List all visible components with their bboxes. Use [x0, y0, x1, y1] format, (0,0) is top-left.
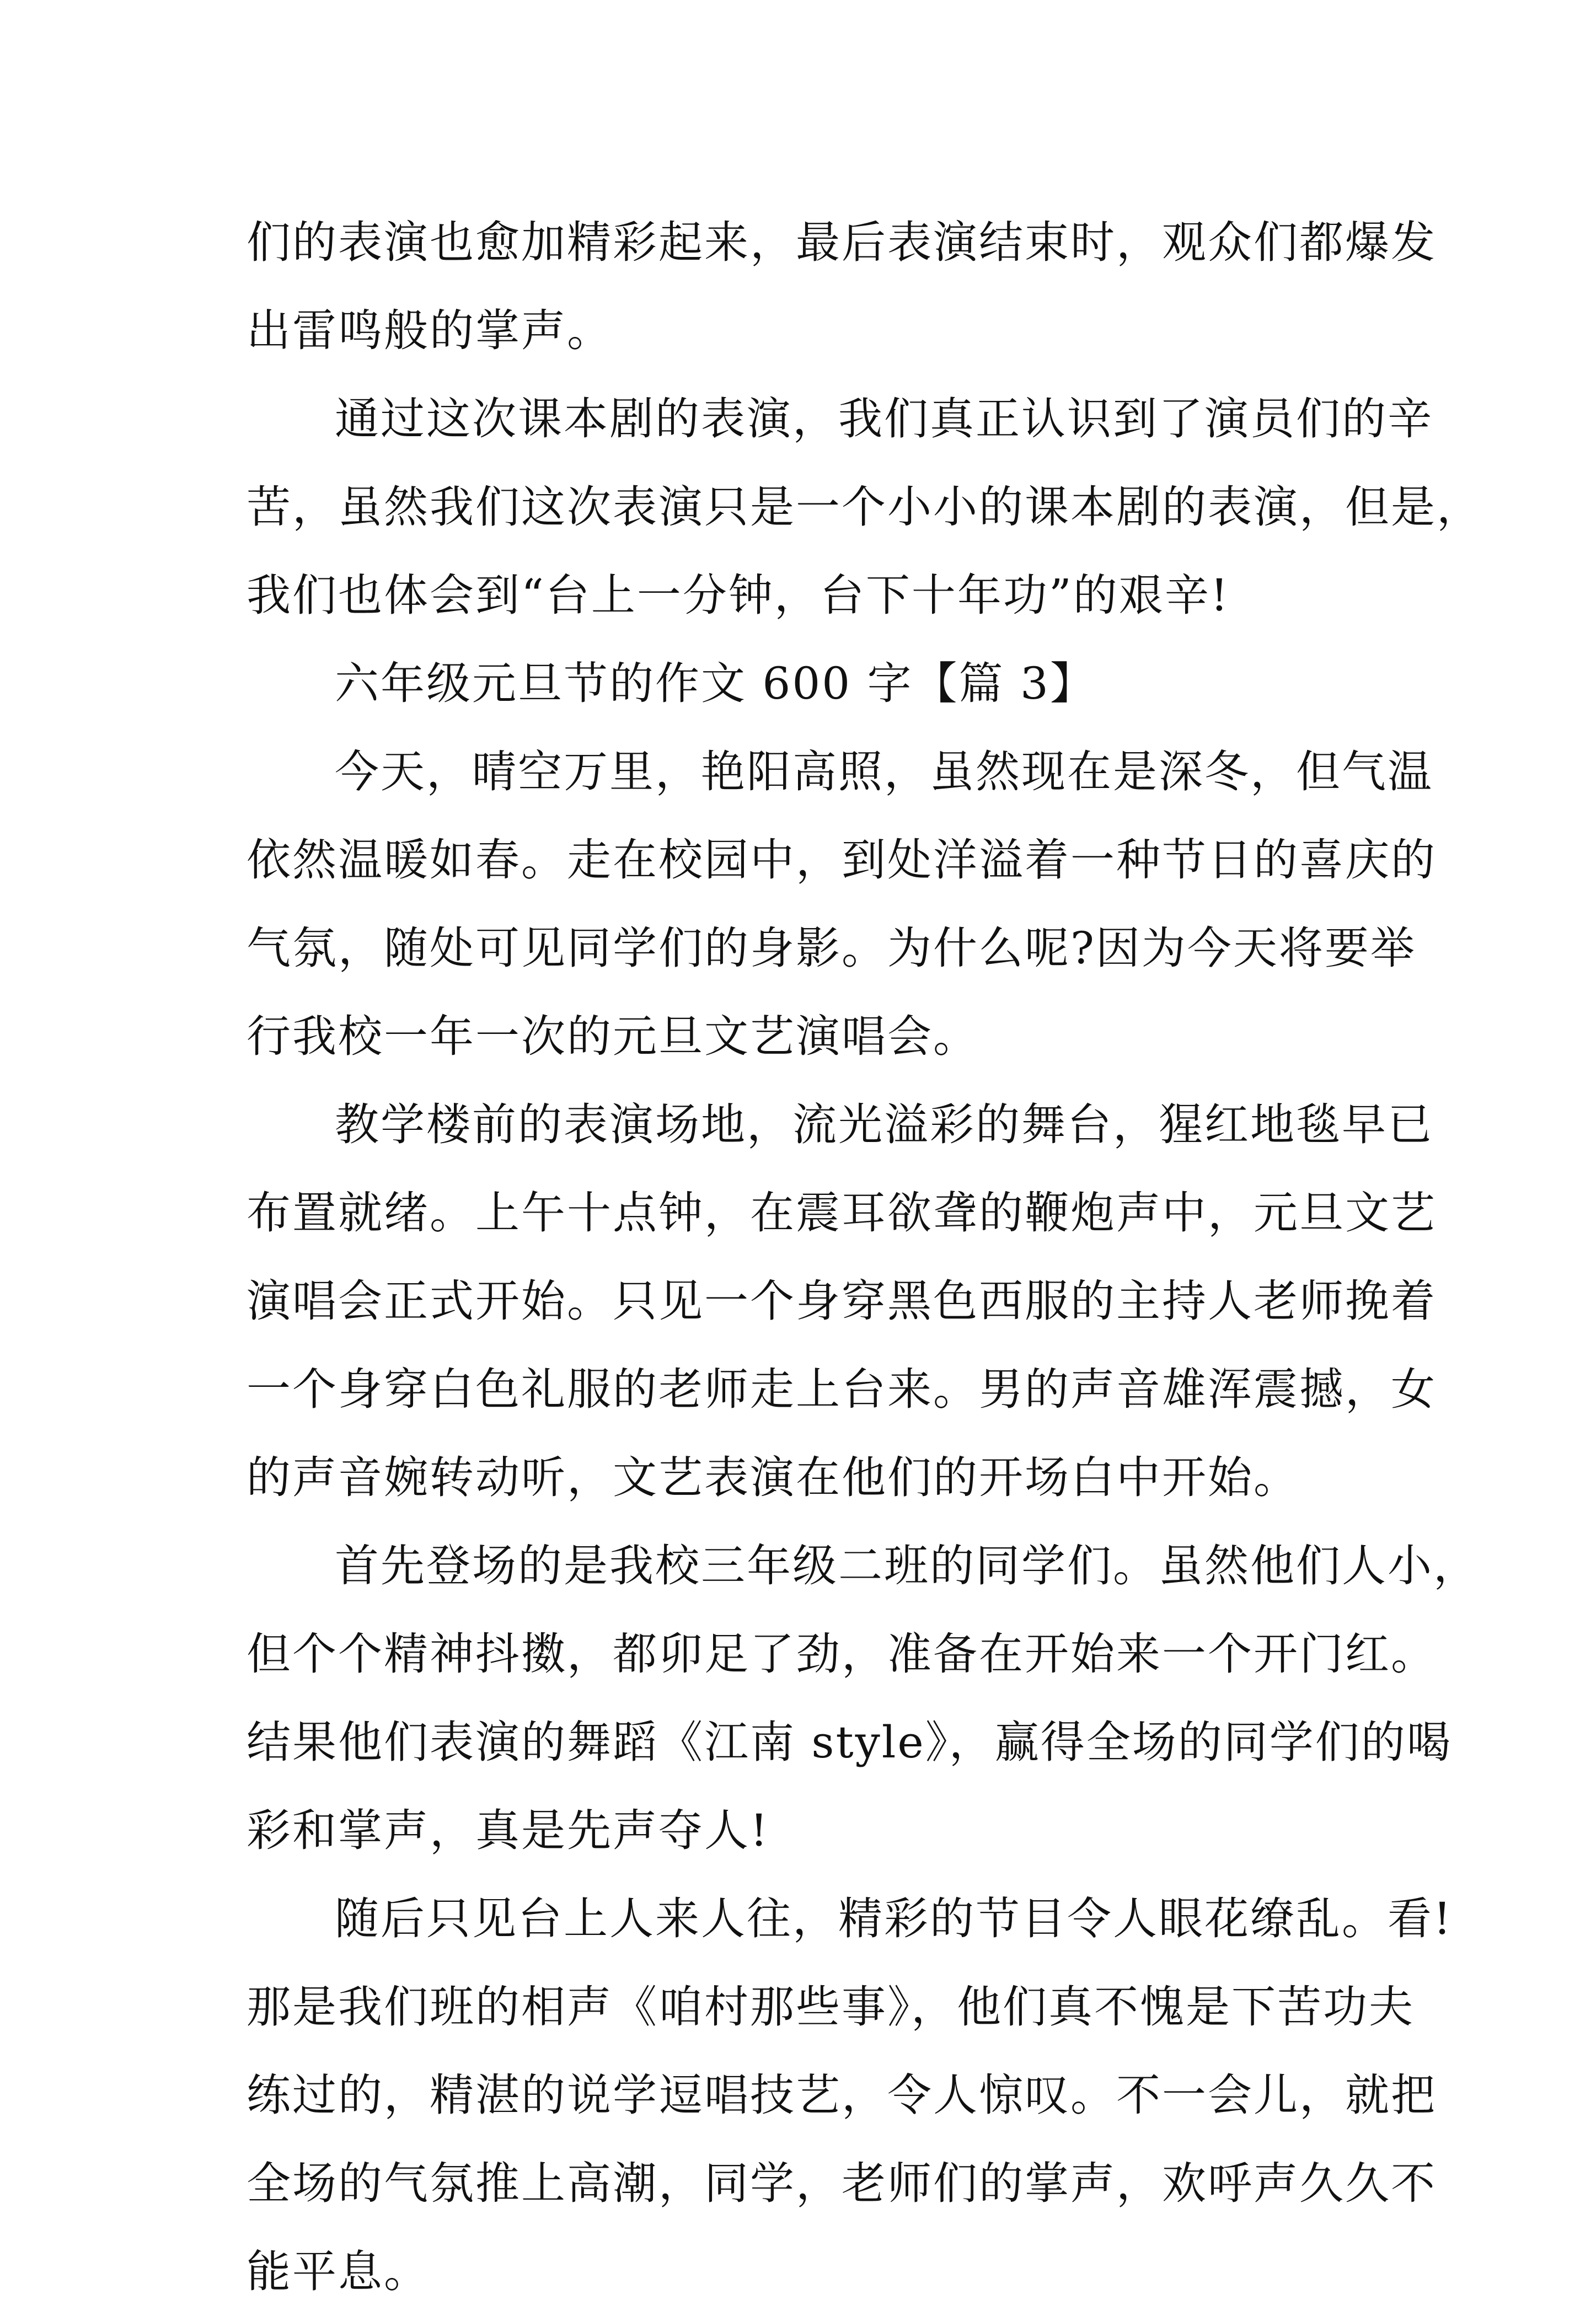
text-line: 能平息。 [247, 2246, 430, 2297]
text-line: 行我校一年一次的元旦文艺演唱会。 [247, 1011, 979, 1062]
paragraph-start-line: 通过这次课本剧的表演，我们真正认识到了演员们的辛 [335, 393, 1433, 444]
text-line: 们的表演也愈加精彩起来，最后表演结束时，观众们都爆发 [247, 217, 1437, 268]
paragraph-start-line: 随后只见台上人来人往，精彩的节目令人眼花缭乱。看! [335, 1893, 1453, 1944]
text-line: 练过的，精湛的说学逗唱技艺，令人惊叹。不一会儿，就把 [247, 2070, 1437, 2121]
section-heading: 六年级元旦节的作文 600 字【篇 3】 [335, 658, 1096, 709]
text-line: 结果他们表演的舞蹈《江南 style》，赢得全场的同学们的喝 [247, 1717, 1453, 1768]
text-line: 苦，虽然我们这次表演只是一个小小的课本剧的表演，但是， [247, 481, 1482, 533]
paragraph-start-line: 今天，晴空万里，艳阳高照，虽然现在是深冬，但气温 [335, 746, 1433, 797]
paragraph-start-line: 教学楼前的表演场地，流光溢彩的舞台，猩红地毯早已 [335, 1099, 1433, 1150]
text-line: 气氛，随处可见同学们的身影。为什么呢?因为今天将要举 [247, 923, 1416, 974]
text-line: 的声音婉转动听，文艺表演在他们的开场白中开始。 [247, 1452, 1299, 1503]
text-line: 我们也体会到“台上一分钟，台下十年功”的艰辛! [247, 570, 1230, 621]
text-line: 演唱会正式开始。只见一个身穿黑色西服的主持人老师挽着 [247, 1275, 1437, 1327]
text-line: 全场的气氛推上高潮，同学，老师们的掌声，欢呼声久久不 [247, 2158, 1437, 2209]
document-body [247, 199, 1482, 2316]
text-line: 彩和掌声，真是先声夺人! [247, 1805, 770, 1856]
text-line: 依然温暖如春。走在校园中，到处洋溢着一种节日的喜庆的 [247, 834, 1437, 886]
text-line: 布置就绪。上午十点钟，在震耳欲聋的鞭炮声中，元旦文艺 [247, 1187, 1437, 1239]
paragraph-start-line: 首先登场的是我校三年级二班的同学们。虽然他们人小， [335, 1540, 1479, 1591]
text-line: 但个个精神抖擞，都卯足了劲，准备在开始来一个开门红。 [247, 1628, 1437, 1680]
text-line: 出雷鸣般的掌声。 [247, 305, 613, 356]
text-line: 一个身穿白色礼服的老师走上台来。男的声音雄浑震撼，女 [247, 1364, 1437, 1415]
text-line: 那是我们班的相声《咱村那些事》，他们真不愧是下苦功夫 [247, 1981, 1415, 2033]
